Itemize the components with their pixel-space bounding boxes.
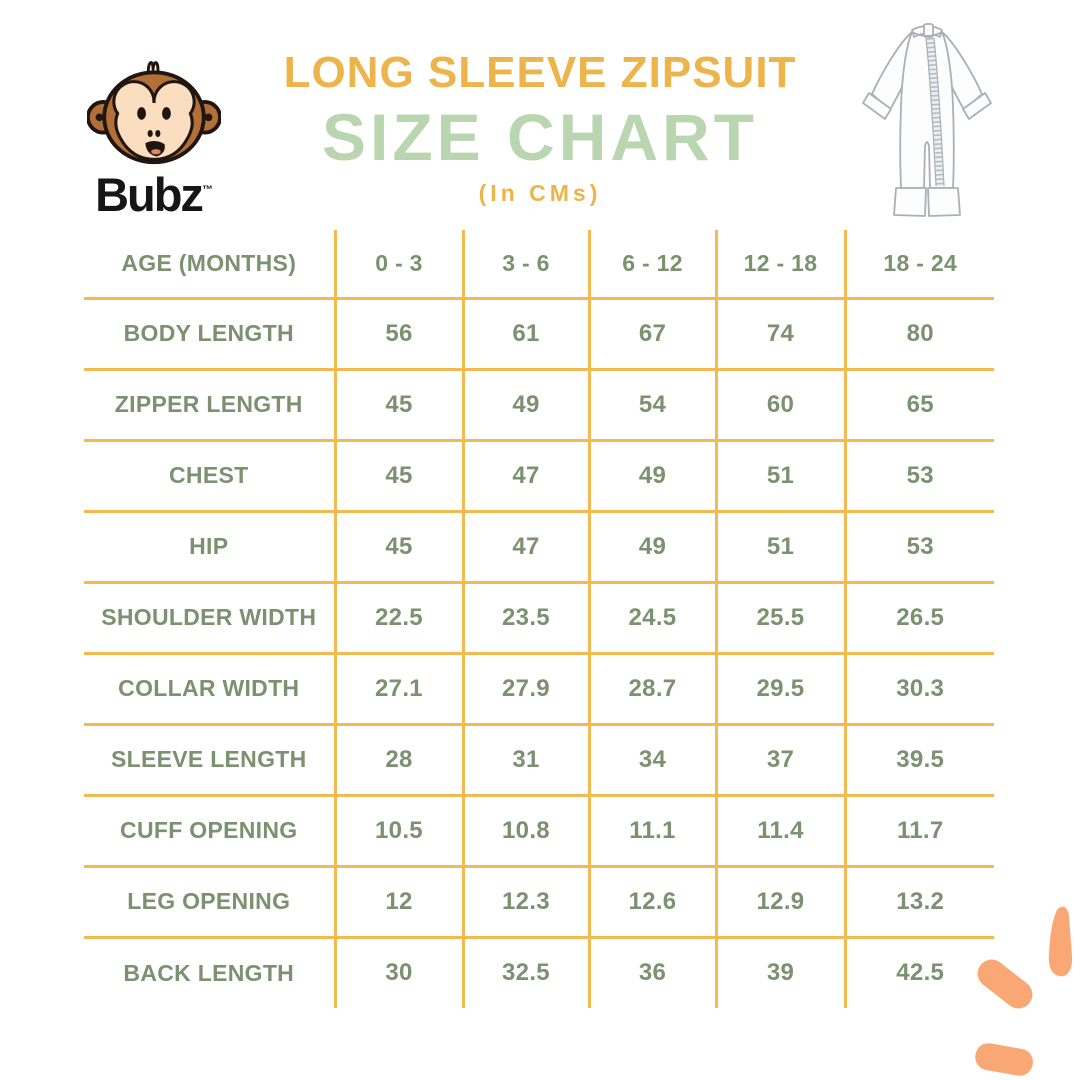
- column-header-age: AGE (MONTHS): [84, 230, 335, 298]
- table-row: [84, 511, 994, 582]
- row-label: HIP: [84, 511, 335, 582]
- row-label: SLEEVE LENGTH: [84, 724, 335, 795]
- size-value-cell: 51: [716, 440, 845, 511]
- size-value-cell: 10.8: [463, 795, 589, 866]
- size-value-cell: 45: [335, 440, 463, 511]
- page-title: SIZE CHART: [322, 100, 758, 175]
- size-value-cell: 30: [335, 937, 463, 1008]
- size-value-cell: 36: [589, 937, 716, 1008]
- size-value-cell: 49: [463, 369, 589, 440]
- table-row: [84, 298, 994, 369]
- size-value-cell: 25.5: [716, 582, 845, 653]
- brush-stroke: [973, 1041, 1035, 1078]
- size-value-cell: 51: [716, 511, 845, 582]
- size-value-cell: 67: [589, 298, 716, 369]
- column-header: 12 - 18: [716, 230, 845, 298]
- row-label: CHEST: [84, 440, 335, 511]
- table-row: [84, 440, 994, 511]
- row-label: LEG OPENING: [84, 866, 335, 937]
- size-value-cell: 23.5: [463, 582, 589, 653]
- row-label: SHOULDER WIDTH: [84, 582, 335, 653]
- size-value-cell: 34: [589, 724, 716, 795]
- size-table-header-row: [84, 230, 994, 298]
- size-value-cell: 12.9: [716, 866, 845, 937]
- column-header: 18 - 24: [845, 230, 994, 298]
- size-value-cell: 47: [463, 440, 589, 511]
- row-label: ZIPPER LENGTH: [84, 369, 335, 440]
- size-value-cell: 42.5: [896, 959, 945, 987]
- table-row: [84, 937, 994, 1008]
- table-row: [84, 653, 994, 724]
- size-value-cell: 45: [335, 369, 463, 440]
- size-table: [84, 230, 994, 1008]
- brush-stroke: [1049, 907, 1072, 977]
- column-header: 0 - 3: [335, 230, 463, 298]
- size-value-cell: 11.1: [589, 795, 716, 866]
- size-value-cell: 60: [716, 369, 845, 440]
- size-value-cell: 27.1: [335, 653, 463, 724]
- size-value-cell: 37: [716, 724, 845, 795]
- table-row: [84, 866, 994, 937]
- product-title: LONG SLEEVE ZIPSUIT: [283, 48, 797, 97]
- table-row: [84, 369, 994, 440]
- size-value-cell: 53: [845, 511, 994, 582]
- size-value-cell: 56: [335, 298, 463, 369]
- size-table-body: [84, 298, 994, 1008]
- size-value-cell: 12.3: [463, 866, 589, 937]
- size-value-cell: 49: [589, 440, 716, 511]
- size-value-cell: 13.2: [845, 866, 994, 937]
- size-value-cell: 74: [716, 298, 845, 369]
- size-value-cell: 31: [463, 724, 589, 795]
- size-value-cell: 28.7: [589, 653, 716, 724]
- size-value-cell: 30.3: [845, 653, 994, 724]
- size-value-cell: 27.9: [463, 653, 589, 724]
- row-label: COLLAR WIDTH: [84, 653, 335, 724]
- column-header: 6 - 12: [589, 230, 716, 298]
- size-value-cell: 45: [335, 511, 463, 582]
- size-value-cell: 10.5: [335, 795, 463, 866]
- size-value-cell: 39.5: [845, 724, 994, 795]
- brush-stroke: [972, 954, 1038, 1014]
- row-label: BODY LENGTH: [84, 298, 335, 369]
- size-value-cell: 22.5: [335, 582, 463, 653]
- size-value-cell: 26.5: [845, 582, 994, 653]
- table-row: [84, 724, 994, 795]
- size-value-cell: 12.6: [589, 866, 716, 937]
- size-value-cell: 11.4: [716, 795, 845, 866]
- size-value-cell: 12: [335, 866, 463, 937]
- table-row: [84, 795, 994, 866]
- size-value-cell: 65: [845, 369, 994, 440]
- table-row: [84, 582, 994, 653]
- brand-trademark: ™: [201, 184, 213, 196]
- size-value-cell: 39: [716, 937, 845, 1008]
- row-label: CUFF OPENING: [84, 795, 335, 866]
- size-value-cell: 54: [589, 369, 716, 440]
- size-value-cell: 47: [463, 511, 589, 582]
- size-value-cell: 24.5: [589, 582, 716, 653]
- column-header: 3 - 6: [463, 230, 589, 298]
- row-label: BACK LENGTH: [84, 937, 335, 1008]
- size-value-cell: 53: [845, 440, 994, 511]
- unit-note: (In CMs): [478, 180, 602, 207]
- size-value-cell: 80: [845, 298, 994, 369]
- size-value-cell: 28: [335, 724, 463, 795]
- size-value-cell: 11.7: [845, 795, 994, 866]
- size-value-cell: 32.5: [463, 937, 589, 1008]
- size-value-cell: 49: [589, 511, 716, 582]
- zipsuit-illustration: [852, 16, 1002, 222]
- orange-brush-strokes-decor: [960, 870, 1080, 1080]
- size-value-cell: 29.5: [716, 653, 845, 724]
- brand-name: Bubz™: [95, 168, 213, 221]
- size-value-cell: 61: [463, 298, 589, 369]
